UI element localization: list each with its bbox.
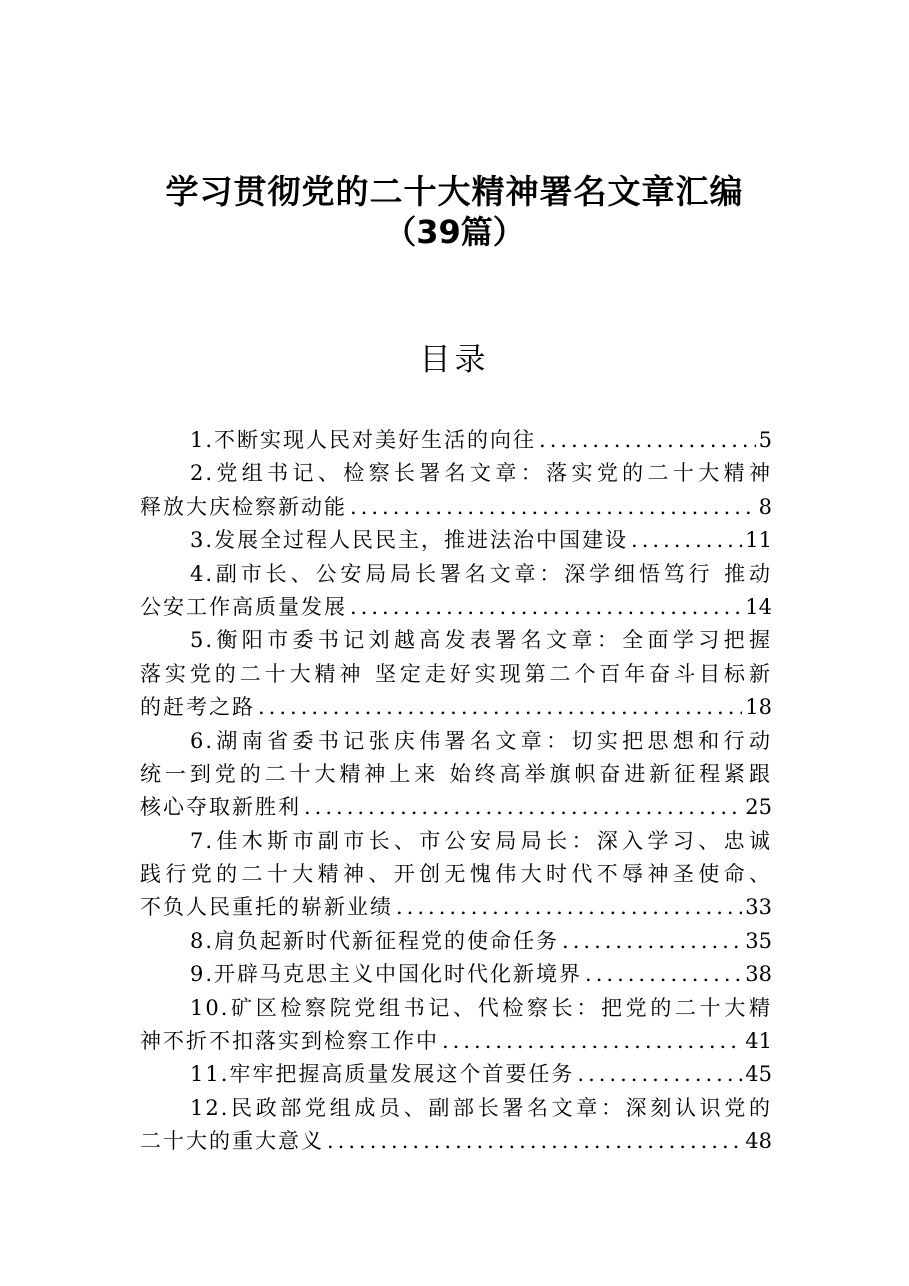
toc-entry-title: 11.牢牢把握高质量发展这个首要任务: [190, 1062, 575, 1087]
toc-page-number: 18: [745, 695, 772, 720]
toc-entry[interactable]: [140, 1092, 772, 1159]
toc-entry-line: [140, 825, 772, 858]
toc-dot-leader: [258, 691, 742, 724]
toc-entry-line: [140, 457, 772, 490]
toc-entry-line: [140, 624, 772, 657]
toc-entry-title: 5.衡阳市委书记刘越高发表署名文章：全面学习把握: [190, 628, 772, 653]
toc-entry-title: 6.湖南省委书记张庆伟署名文章：切实把思想和行动: [190, 728, 772, 753]
toc-page-number: 48: [745, 1129, 772, 1154]
toc-entry-title: 8.肩负起新时代新征程党的使命任务: [190, 928, 560, 953]
toc-page-number: 45: [745, 1062, 772, 1087]
toc-entry-title: 公安工作高质量发展: [140, 594, 347, 619]
toc-entry[interactable]: [140, 424, 772, 457]
toc-page-number: 41: [745, 1029, 772, 1054]
toc-dot-leader: [577, 1058, 742, 1091]
toc-entry-line: [140, 992, 772, 1025]
toc-dot-leader: [442, 1025, 742, 1058]
toc-dot-leader: [396, 891, 742, 924]
toc-page-number: 14: [745, 594, 772, 619]
toc-heading: 目录: [419, 342, 490, 378]
document-subtitle: （39篇）: [384, 213, 525, 251]
toc-entry-title: 践行党的二十大精神、开创无愧伟大时代不辱神圣使命、: [140, 862, 772, 887]
toc-page-number: 11: [745, 528, 772, 553]
toc-entry-title: 的赶考之路: [140, 695, 255, 720]
toc-entry[interactable]: [140, 457, 772, 524]
toc-entry-title: 9.开辟马克思主义中国化时代化新境界: [190, 962, 583, 987]
toc-dot-leader: [327, 1125, 742, 1158]
toc-entry-title: 2.党组书记、检察长署名文章：落实党的二十大精神: [190, 461, 772, 486]
toc-entry[interactable]: [140, 558, 772, 625]
toc-page-number: 35: [745, 928, 772, 953]
toc-entry-line: [140, 791, 772, 824]
toc-entry-line: [140, 491, 772, 524]
table-of-contents: [140, 424, 772, 1159]
toc-entry[interactable]: [140, 725, 772, 825]
toc-dot-leader: [304, 791, 742, 824]
toc-page-number: 38: [745, 962, 772, 987]
toc-entry[interactable]: [140, 958, 772, 991]
toc-dot-leader: [631, 524, 742, 557]
toc-entry-line: [140, 658, 772, 691]
toc-entry[interactable]: [140, 925, 772, 958]
toc-page-number: 25: [745, 795, 772, 820]
toc-entry-line: [140, 1025, 772, 1058]
toc-entry[interactable]: [140, 992, 772, 1059]
toc-entry-title: 7.佳木斯市副市长、市公安局局长：深入学习、忠诚: [190, 828, 772, 853]
toc-entry-line: [140, 591, 772, 624]
toc-entry-title: 统一到党的二十大精神上来 始终高举旗帜奋进新征程紧跟: [140, 761, 772, 786]
toc-entry-line: [140, 691, 772, 724]
toc-entry-title: 不负人民重托的崭新业绩: [140, 895, 393, 920]
toc-dot-leader: [350, 491, 756, 524]
toc-entry-line: [140, 558, 772, 591]
toc-entry[interactable]: [140, 524, 772, 557]
toc-dot-leader: [350, 591, 742, 624]
toc-entry-line: [140, 1125, 772, 1158]
toc-entry[interactable]: [140, 825, 772, 925]
toc-entry-title: 神不折不扣落实到检察工作中: [140, 1029, 439, 1054]
toc-entry-line: [140, 925, 772, 958]
toc-page-number: 5: [758, 428, 772, 452]
toc-entry-line: [140, 725, 772, 758]
toc-entry-line: [140, 958, 772, 991]
toc-page-number: 8: [758, 494, 772, 519]
toc-dot-leader: [539, 424, 756, 457]
toc-entry-line: [140, 891, 772, 924]
document-title: 学习贯彻党的二十大精神署名文章汇编: [165, 172, 744, 211]
toc-entry-title: 12.民政部党组成员、副部长署名文章：深刻认识党的: [190, 1095, 772, 1120]
toc-entry-title: 10.矿区检察院党组书记、代检察长：把党的二十大精: [190, 995, 772, 1020]
toc-entry-line: [140, 524, 772, 557]
toc-entry-line: [140, 858, 772, 891]
toc-entry-line: [140, 758, 772, 791]
toc-entry-title: 3.发展全过程人民民主，推进法治中国建设: [190, 528, 629, 553]
toc-entry[interactable]: [140, 1058, 772, 1091]
toc-entry-line: [140, 424, 772, 457]
toc-entry-line: [140, 1058, 772, 1091]
toc-dot-leader: [585, 958, 742, 991]
toc-entry-title: 核心夺取新胜利: [140, 795, 301, 820]
toc-entry-line: [140, 1092, 772, 1125]
toc-entry[interactable]: [140, 624, 772, 724]
toc-entry-title: 落实党的二十大精神 坚定走好实现第二个百年奋斗目标新: [140, 661, 772, 686]
toc-entry-title: 1.不断实现人民对美好生活的向往: [190, 428, 537, 452]
toc-entry-title: 释放大庆检察新动能: [140, 494, 347, 519]
toc-page-number: 33: [745, 895, 772, 920]
toc-entry-title: 二十大的重大意义: [140, 1129, 324, 1154]
toc-dot-leader: [562, 925, 742, 958]
toc-entry-title: 4.副市长、公安局局长署名文章：深学细悟笃行 推动: [190, 561, 772, 586]
